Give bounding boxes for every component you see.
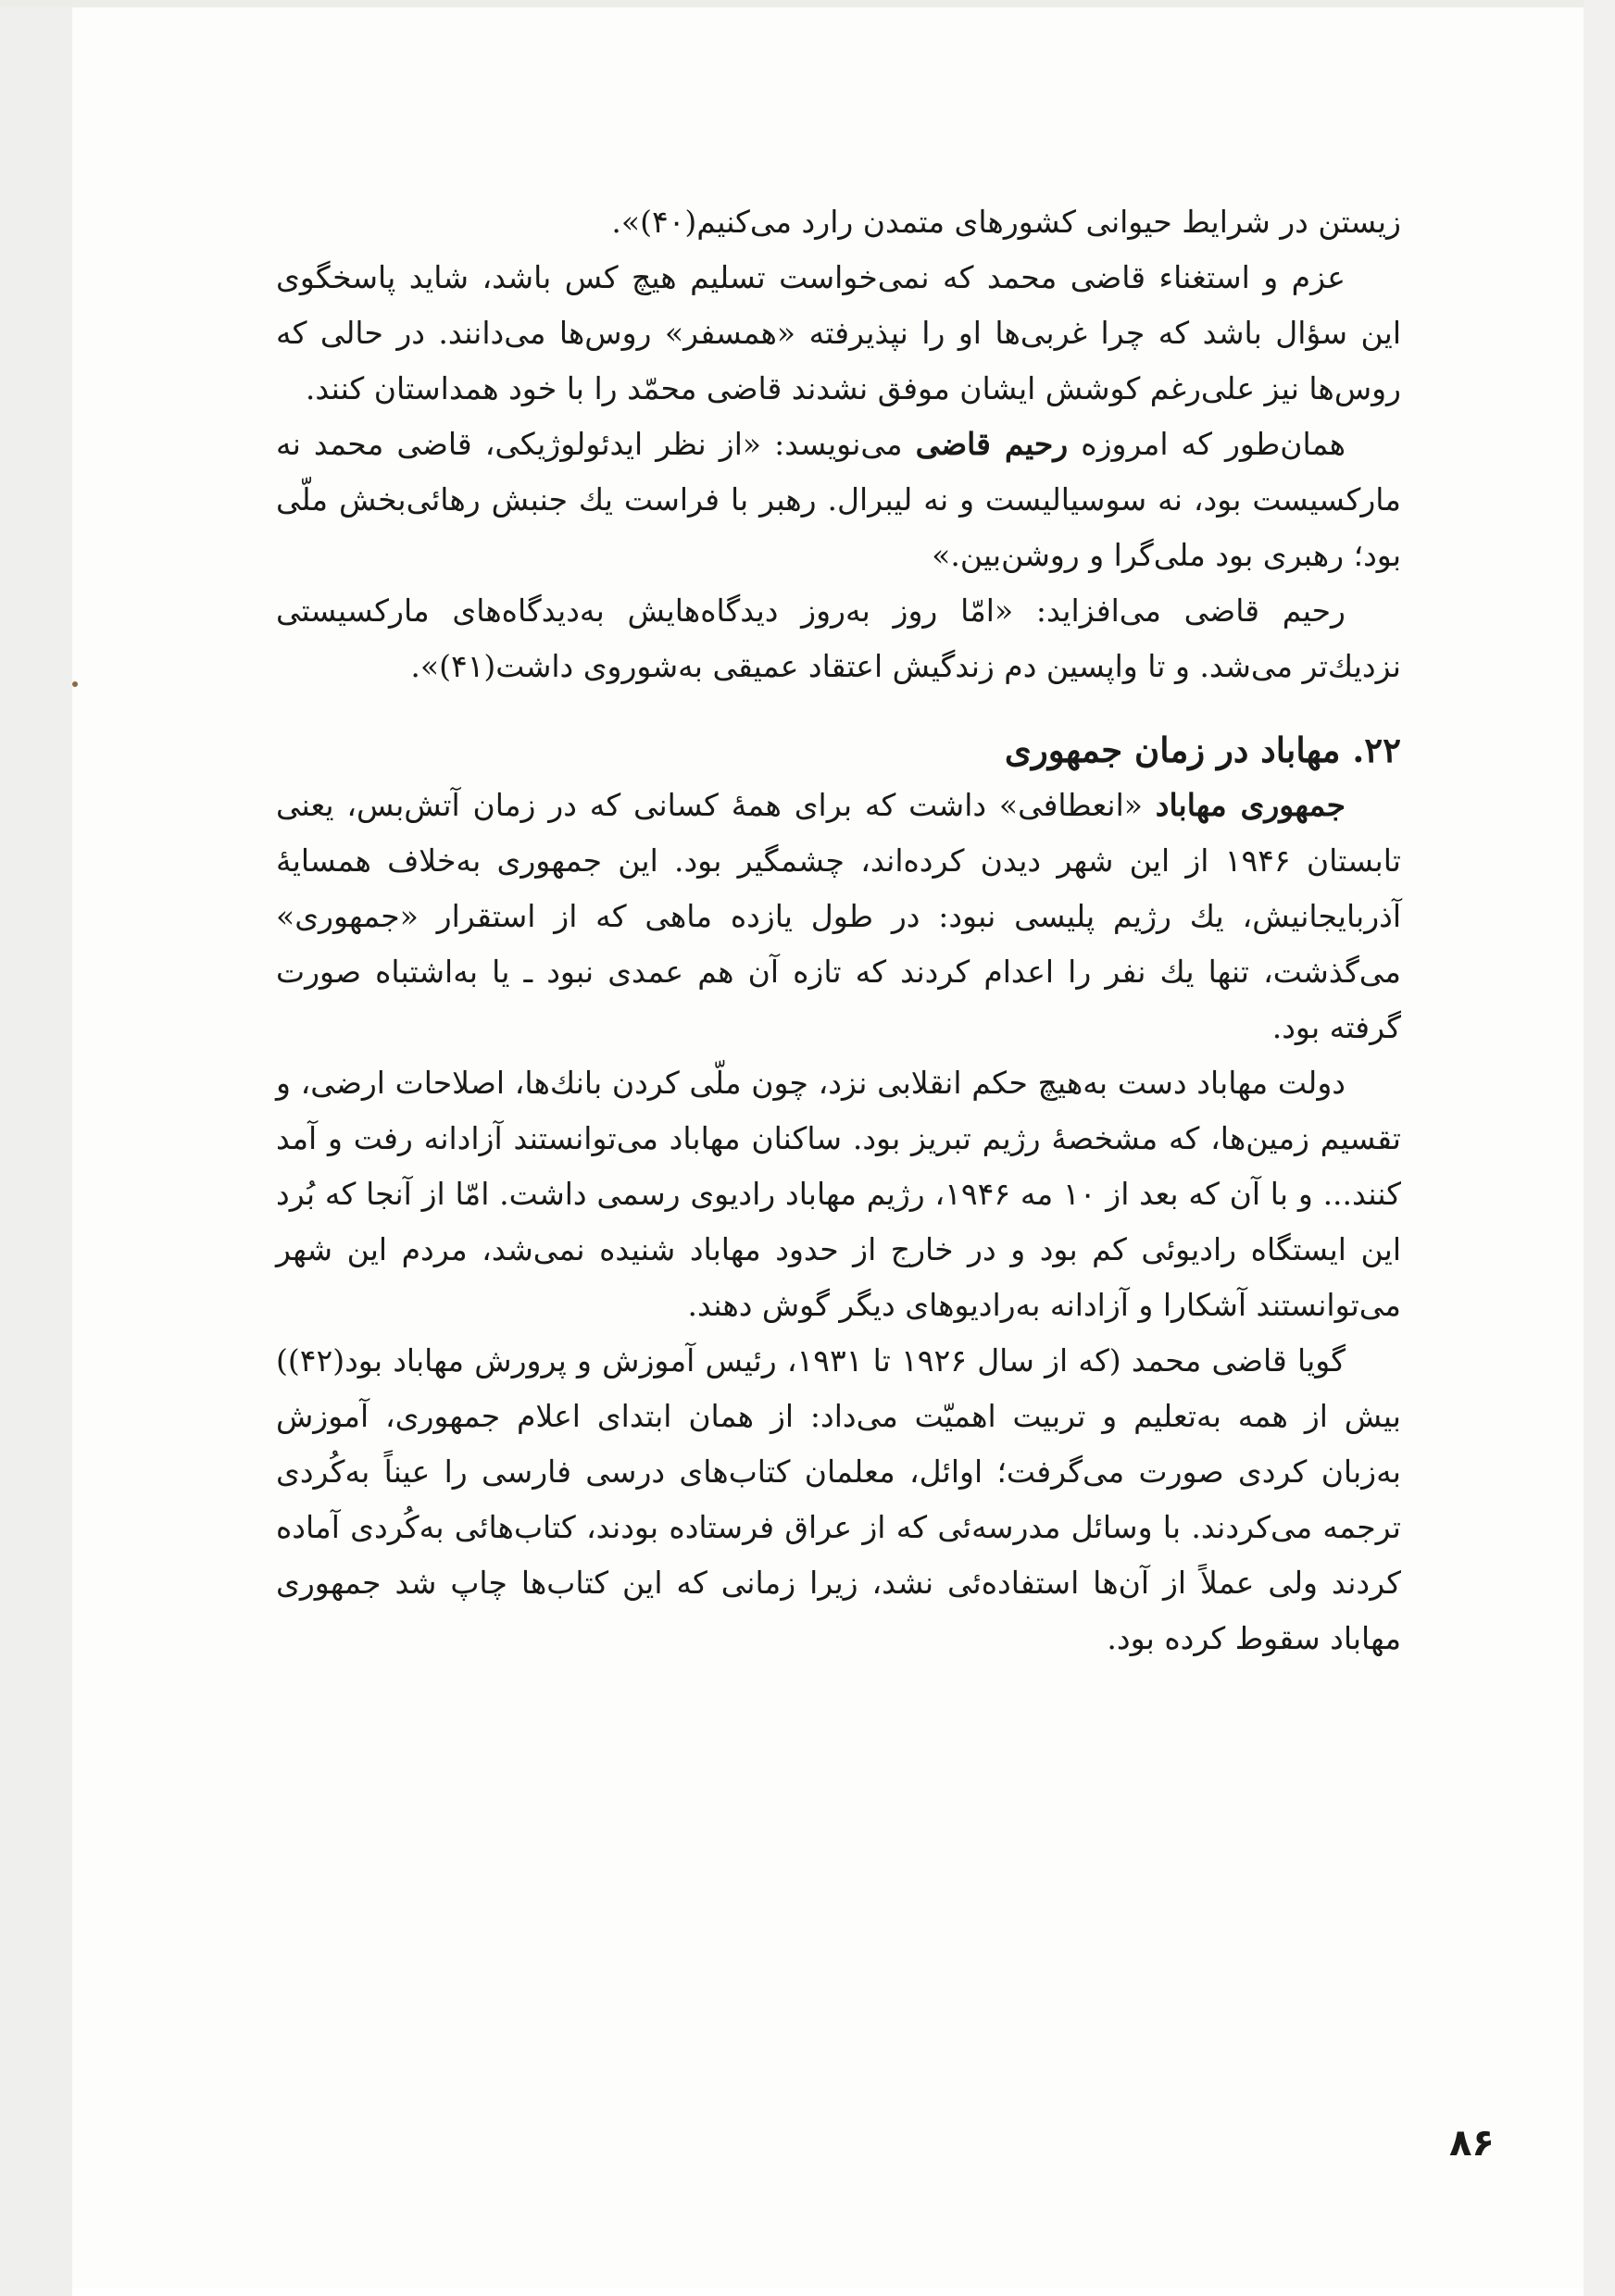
- paragraph-6: دولت مهاباد دست به‌هیچ حکم انقلابی نزد، چون ملّی کردن بانك‌ها، اصلاحات ارضی، و تقسیم زمین‌ها، که مشخصهٔ رژیم تبریز بود. ساکنان مهاباد می‌توانستند آزادانه رفت و آمد کنند... و با آن که بعد از ۱۰ مه ۱۹۴۶، رژیم مهاباد رادیوی رسمی داشت. امّا از آنجا که بُرد این ایستگاه رادیوئی کم بود و در خارج از حدود مهاباد شنیده نمی‌شد، مردم این شهر می‌توانستند آشکارا و آزادانه به‌رادیوهای دیگر گوش دهند.: [276, 1065, 1401, 1323]
- paragraph-3: [276, 417, 1401, 583]
- page-number: ۸۶: [1449, 2122, 1495, 2165]
- scan-right-edge: [1584, 0, 1615, 2296]
- paragraph-3-rest: می‌نویسد: «از نظر ایدئولوژیکی، قاضی محمد نه مارکسیست بود، نه سوسیالیست و نه لیبرال. رهبر با فراست یك جنبش رهائی‌بخش ملّی بود؛ رهبری بود ملی‌گرا و روشن‌بین.»: [276, 426, 1401, 573]
- section-heading: ۲۲. مهاباد در زمان جمهوری: [1004, 730, 1401, 770]
- paragraph-5-rest: «انعطافی» داشت که برای همهٔ کسانی که در زمان آتش‌بس، یعنی تابستان ۱۹۴۶ از این شهر دیدن کرده‌اند، چشمگیر بود. این جمهوری به‌خلاف همسایهٔ آذربایجانیش، یك رژیم پلیسی نبود: در طول یازده ماهی که از استقرار «جمهوری» می‌گذشت، تنها یك نفر را اعدام کردند که تازه آن هم عمدی نبود ـ یا به‌اشتباه صورت گرفته بود.: [276, 787, 1401, 1045]
- republic-name-bold: جمهوری مهاباد: [1155, 787, 1346, 823]
- author-name-bold: رحیم قاضی: [915, 426, 1069, 462]
- paragraph-3-lead: همان‌طور که امروزه: [1068, 426, 1346, 462]
- paragraph-7: گویا قاضی محمد (که از سال ۱۹۲۶ تا ۱۹۳۱، رئیس آموزش و پرورش مهاباد بود(۴۲)) بیش از همه به‌تعلیم و تربیت اهمیّت می‌داد: از همان ابتدای اعلام جمهوری، آموزش به‌زبان کردی صورت می‌گرفت؛ اوائل، معلمان کتاب‌های درسی فارسی را عیناً به‌کُردی ترجمه می‌کردند. با وسائل مدرسه‌ئی که از عراق فرستاده بودند، کتاب‌هائی به‌کُردی آماده کردند ولی عملاً از آن‌ها استفاده‌ئی نشد، زیرا زمانی که این کتاب‌ها چاپ شد جمهوری مهاباد سقوط کرده بود.: [276, 1342, 1401, 1656]
- paragraph-5: [276, 778, 1401, 1055]
- body-text: [276, 194, 1401, 1666]
- paper-speck: [72, 681, 78, 687]
- paragraph-2: عزم و استغناء قاضی محمد که نمی‌خواست تسلیم هیچ کس باشد، شاید پاسخگوی این سؤال باشد که چرا غربی‌ها او را نپذیرفته «همسفر» روس‌ها می‌دانند. در حالی که روس‌ها نیز علی‌رغم کوشش ایشان موفق نشدند قاضی محمّد را با خود همداستان کنند.: [276, 259, 1401, 406]
- scan-top-edge: [0, 0, 1615, 7]
- scan-left-edge: [0, 0, 72, 2296]
- paragraph-4: رحیم قاضی می‌افزاید: «امّا روز به‌روز دیدگاه‌هایش به‌دیدگاه‌های مارکسیستی نزدیك‌تر می‌شد. و تا واپسین دم زندگیش اعتقاد عمیقی به‌شوروی داشت(۴۱)».: [276, 593, 1401, 684]
- paragraph-1: زیستن در شرایط حیوانی کشورهای متمدن رارد می‌کنیم(۴۰)».: [611, 204, 1401, 240]
